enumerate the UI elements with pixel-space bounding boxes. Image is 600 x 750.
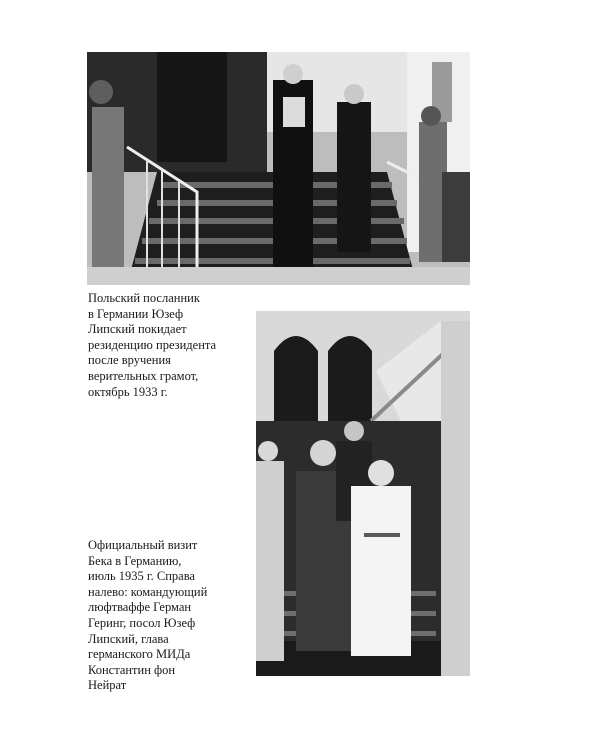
photo-lipski-leaving-residence-image <box>87 52 470 285</box>
caption-lipski-1933: Польский посланник в Германии Юзеф Липский покидает резиденцию президента после вручения верительных грамот, октябрь 1933 г. <box>88 291 217 399</box>
photo-beck-visit-germany-image <box>256 311 470 676</box>
photo-beck-visit-germany <box>256 311 470 676</box>
photo-lipski-leaving-residence <box>87 52 470 285</box>
caption-beck-visit-1935: Официальный визит Бека в Германию, июль 1935 г. Справа налево: командующий люфтваффе Герман Геринг, посол Юзеф Липский, глава германского МИДа Константин фон Нейрат <box>88 538 208 693</box>
